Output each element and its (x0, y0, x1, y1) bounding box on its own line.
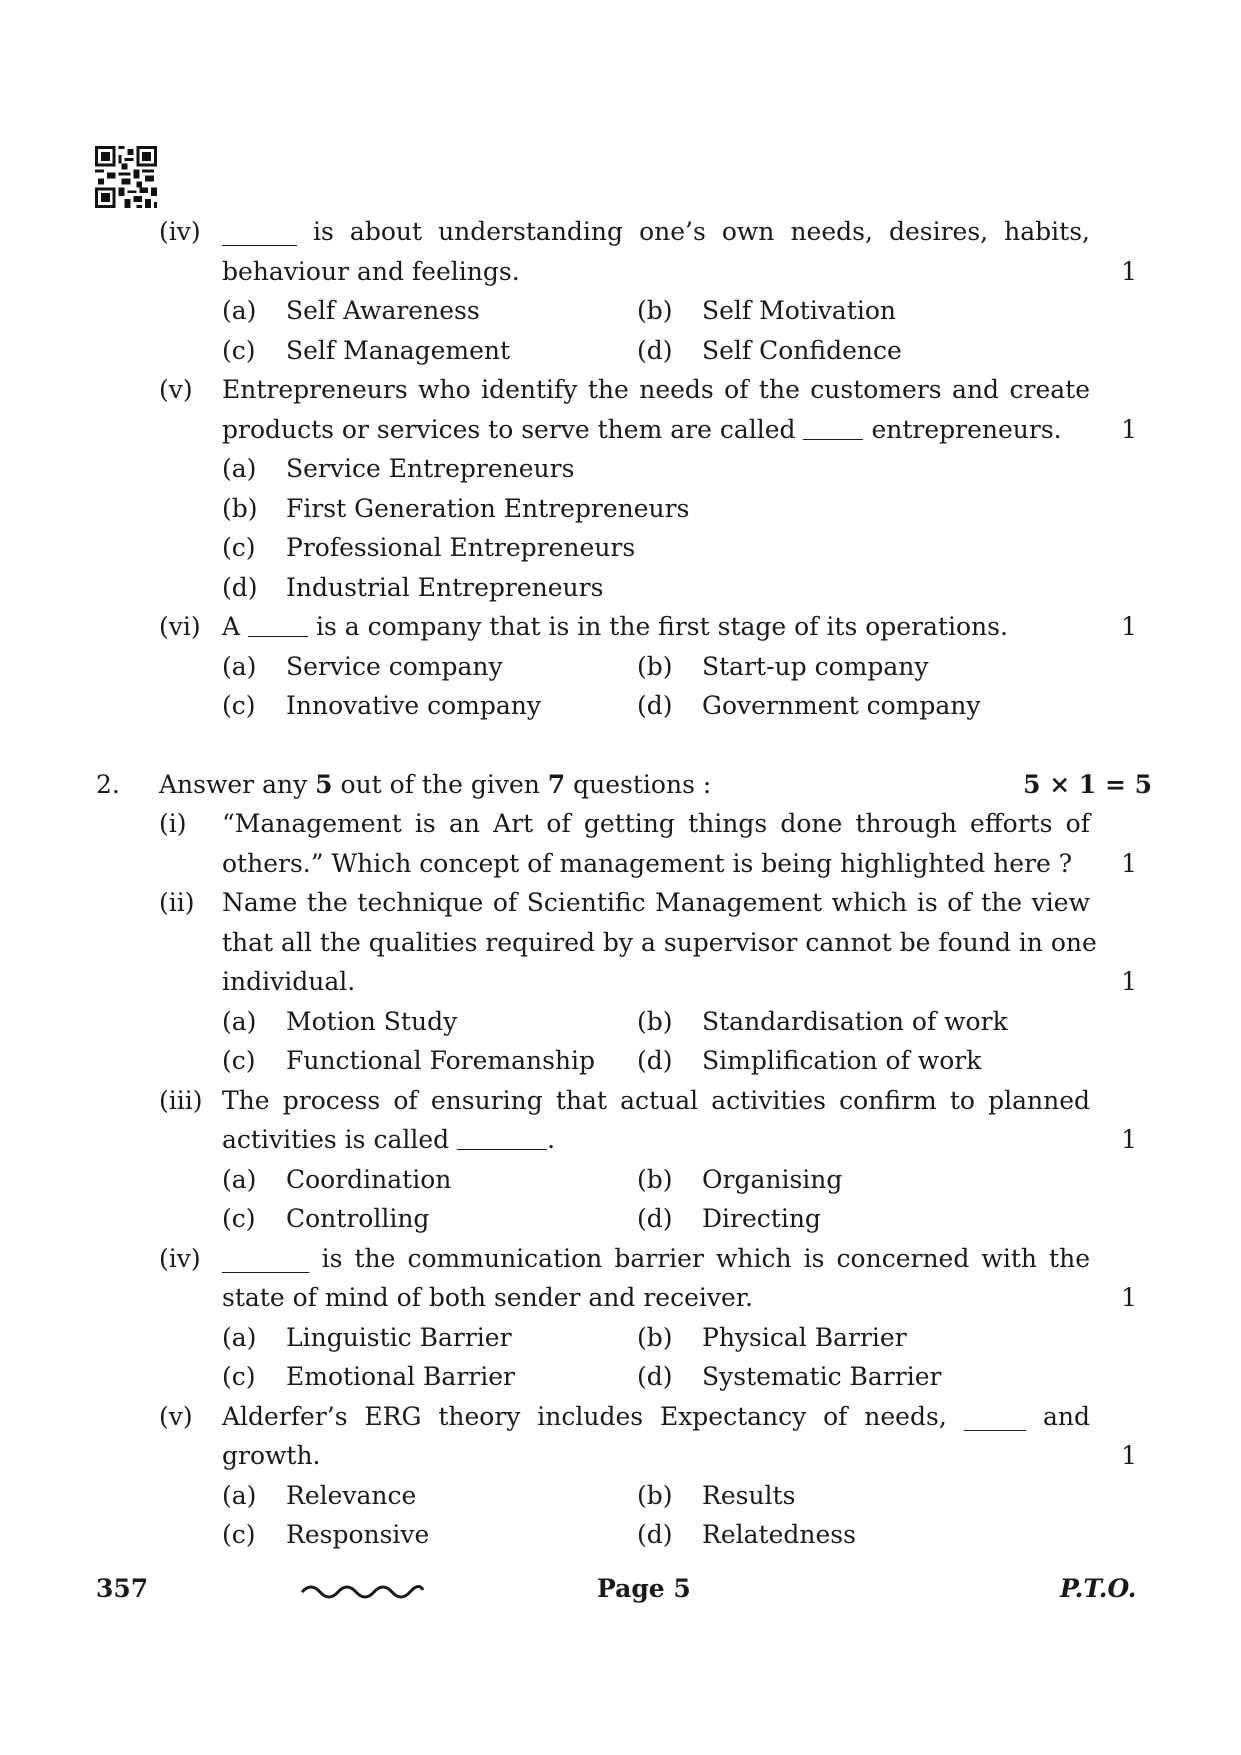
option-text: Innovative company (286, 691, 541, 720)
question-content (92, 212, 1152, 1555)
question-line (92, 844, 1152, 884)
question-line (92, 1397, 1152, 1437)
option-label: (c) (222, 1046, 256, 1075)
option-text: Coordination (286, 1164, 452, 1194)
option-text: Functional Foremanship (286, 1046, 596, 1075)
page-footer (0, 1574, 1241, 1614)
option-text: Organising (702, 1164, 843, 1194)
marks: 1 (1121, 1441, 1137, 1470)
option-text: Self Motivation (702, 296, 897, 325)
question-line (92, 1278, 1152, 1318)
option-text: Linguistic Barrier (286, 1322, 512, 1352)
option-label: (b) (637, 1322, 673, 1352)
question-number: (iv) (159, 217, 201, 246)
option-text: Responsive (286, 1520, 430, 1549)
answer-blank (248, 611, 308, 637)
question-number: (iv) (159, 1243, 201, 1273)
option-label: (a) (222, 1480, 257, 1510)
option-text: Results (702, 1480, 796, 1510)
question-number: (v) (159, 1401, 193, 1431)
option-label: (a) (222, 1164, 257, 1194)
option-label: (d) (637, 691, 673, 720)
option-row (92, 1318, 1152, 1358)
option-row (92, 291, 1152, 331)
paper-code: 357 (96, 1574, 149, 1603)
option-text: Standardisation of work (702, 1006, 1008, 1036)
option-text: Self Management (286, 335, 511, 365)
option-label: (b) (637, 1164, 673, 1194)
marks: 1 (1121, 848, 1137, 878)
question-number: (ii) (159, 888, 195, 917)
option-text: Self Confidence (702, 335, 902, 365)
option-row (92, 1515, 1152, 1555)
question-text: activities is called . (222, 1125, 556, 1154)
wavy-line-icon (300, 1580, 425, 1600)
question-text: that all the qualities required by a supervisor cannot be found in one (222, 927, 1097, 957)
question-line (92, 252, 1152, 292)
option-label: (d) (637, 1362, 673, 1391)
option-text: Start-up company (702, 651, 929, 681)
option-label: (a) (222, 1006, 257, 1036)
please-turn-over: P.T.O. (1060, 1574, 1137, 1603)
question-text: behaviour and feelings. (222, 256, 520, 286)
option-label: (d) (637, 1046, 673, 1075)
question-instruction: Answer any 5 out of the given 7 questions : (159, 769, 712, 799)
question-text: _______ is the communication barrier which is concerned with the (222, 1243, 1090, 1273)
marks: 1 (1121, 1125, 1137, 1154)
question-text: individual. (222, 967, 356, 996)
question-line (92, 1436, 1152, 1476)
option-label: (a) (222, 651, 257, 681)
option-label: (d) (637, 335, 673, 365)
option-row (92, 1160, 1152, 1200)
question-text: Alderfer’s ERG theory includes Expectancy of needs, _____ and (222, 1401, 1090, 1431)
question-number: (i) (159, 809, 187, 838)
option-label: (b) (637, 296, 673, 325)
option-label: (b) (637, 1480, 673, 1510)
question-line (92, 1081, 1152, 1121)
marks: 5 × 1 = 5 (1023, 769, 1152, 799)
option-row (92, 1002, 1152, 1042)
question-line (92, 962, 1152, 1002)
question-line (92, 923, 1152, 963)
question-line (92, 410, 1152, 450)
answer-blank (803, 414, 863, 440)
option-label: (d) (222, 572, 258, 602)
option-text: Government company (702, 691, 981, 720)
option-label: (c) (222, 691, 256, 720)
question-text: The process of ensuring that actual activities confirm to planned (222, 1085, 1090, 1115)
question-line (92, 607, 1152, 647)
option-text: Systematic Barrier (702, 1362, 942, 1391)
question-line (92, 212, 1152, 252)
question-text: growth. (222, 1441, 321, 1470)
question-header (92, 765, 1152, 805)
option-row (92, 647, 1152, 687)
option-row (92, 489, 1152, 529)
answer-blank (457, 1124, 547, 1150)
option-text: Motion Study (286, 1006, 458, 1036)
question-text: “Management is an Art of getting things done through efforts of (222, 809, 1090, 838)
question-text: others.” Which concept of management is being highlighted here ? (222, 848, 1073, 878)
option-text: Service Entrepreneurs (286, 454, 575, 483)
option-text: Self Awareness (286, 296, 480, 325)
question-number: 2. (96, 769, 120, 799)
option-text: Relevance (286, 1480, 417, 1510)
option-row (92, 568, 1152, 608)
question-line (92, 804, 1152, 844)
question-text: ______ is about understanding one’s own needs, desires, habits, (222, 217, 1090, 246)
option-label: (d) (637, 1520, 673, 1549)
option-label: (d) (637, 1204, 673, 1233)
option-label: (b) (222, 493, 258, 523)
question-line (92, 370, 1152, 410)
option-text: Emotional Barrier (286, 1362, 515, 1391)
question-text: Entrepreneurs who identify the needs of the customers and create (222, 375, 1090, 404)
option-text: Directing (702, 1204, 821, 1233)
option-label: (a) (222, 296, 257, 325)
option-row (92, 331, 1152, 371)
question-text: Name the technique of Scientific Management which is of the view (222, 888, 1090, 917)
question-line (92, 1120, 1152, 1160)
question-text: products or services to serve them are called entrepreneurs. (222, 414, 1062, 444)
option-row (92, 1476, 1152, 1516)
question-text: A is a company that is in the first stage of its operations. (222, 612, 1008, 641)
option-text: Relatedness (702, 1520, 856, 1549)
page-number: Page 5 (597, 1574, 691, 1603)
qr-code-icon (95, 146, 157, 208)
option-label: (c) (222, 533, 256, 562)
option-text: Industrial Entrepreneurs (286, 572, 604, 602)
marks: 1 (1121, 414, 1137, 444)
option-text: First Generation Entrepreneurs (286, 493, 690, 523)
option-text: Physical Barrier (702, 1322, 907, 1352)
question-number: (v) (159, 375, 193, 404)
question-line (92, 1239, 1152, 1279)
question-text: state of mind of both sender and receiver. (222, 1283, 753, 1312)
option-label: (b) (637, 1006, 673, 1036)
option-text: Simplification of work (702, 1046, 982, 1075)
option-row (92, 1199, 1152, 1239)
question-number: (vi) (159, 612, 201, 641)
option-label: (c) (222, 335, 256, 365)
option-label: (a) (222, 1322, 257, 1352)
option-label: (b) (637, 651, 673, 681)
option-text: Controlling (286, 1204, 430, 1233)
option-row (92, 686, 1152, 726)
option-text: Professional Entrepreneurs (286, 533, 636, 562)
question-number: (iii) (159, 1085, 203, 1115)
option-label: (a) (222, 454, 257, 483)
option-label: (c) (222, 1204, 256, 1233)
marks: 1 (1121, 612, 1137, 641)
option-row (92, 1357, 1152, 1397)
marks: 1 (1121, 967, 1137, 996)
option-label: (c) (222, 1362, 256, 1391)
option-text: Service company (286, 651, 503, 681)
marks: 1 (1121, 1283, 1137, 1312)
option-row (92, 528, 1152, 568)
option-row (92, 449, 1152, 489)
option-label: (c) (222, 1520, 256, 1549)
question-line (92, 883, 1152, 923)
marks: 1 (1121, 256, 1137, 286)
option-row (92, 1041, 1152, 1081)
